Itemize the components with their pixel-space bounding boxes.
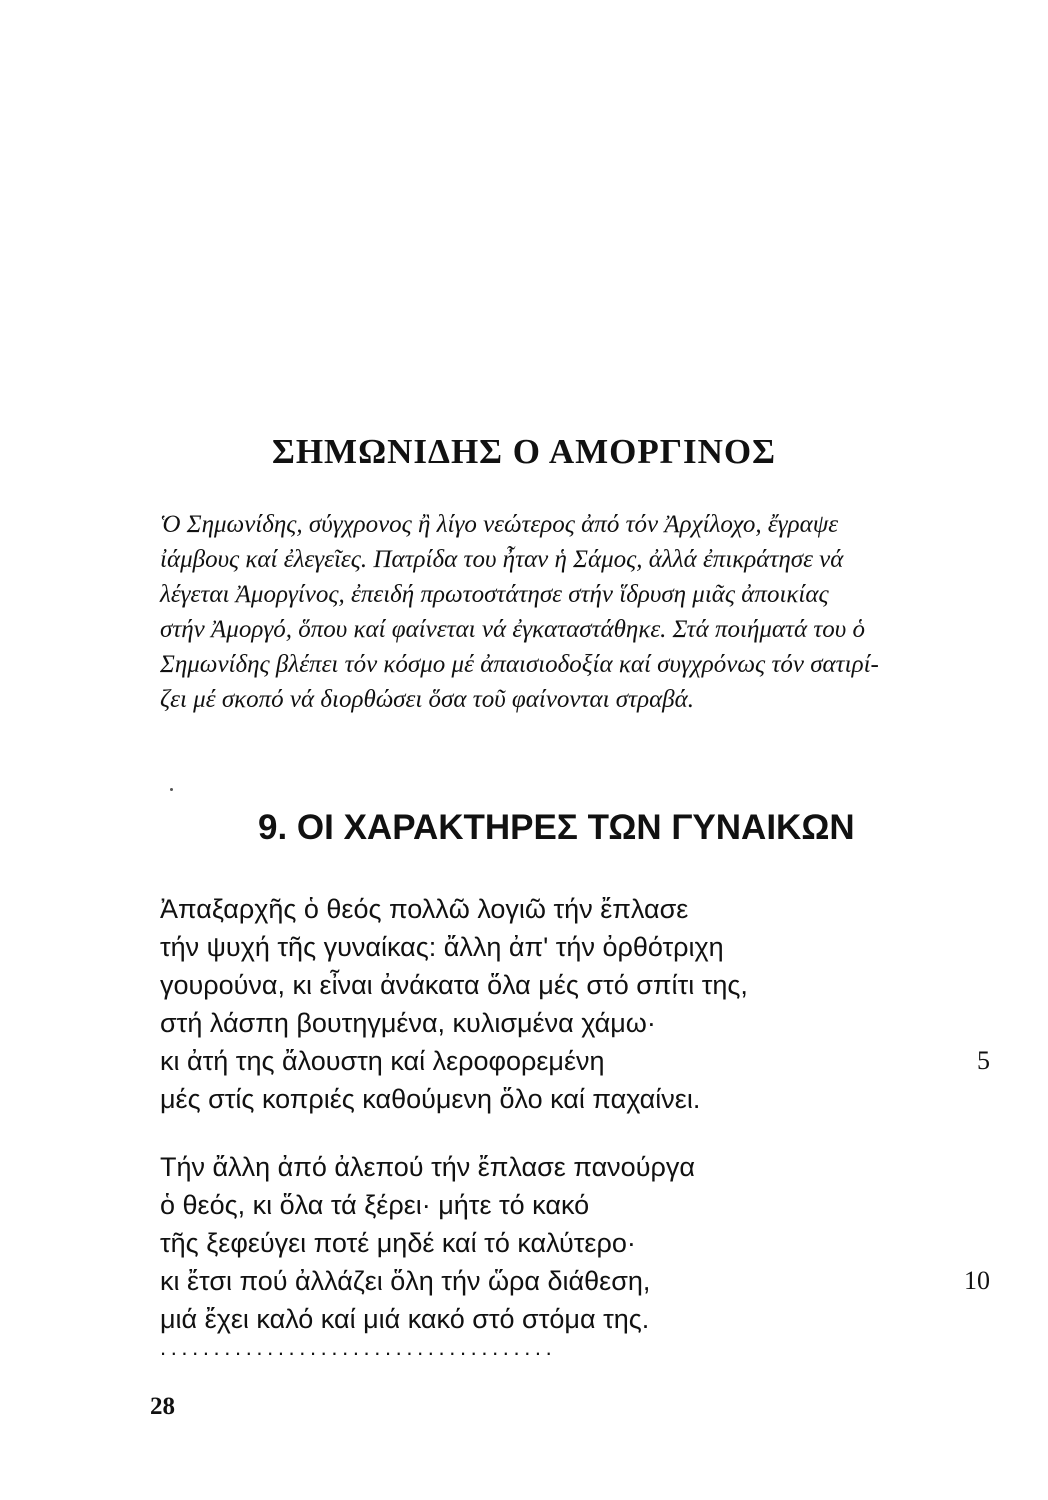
verse-line [160, 928, 990, 966]
intro-line: λέγεται Ἀμοργίνος, ἐπειδή πρωτοστάτησε στήν ἵδρυση μιᾶς ἀποικίας [160, 581, 829, 608]
verse-text: μές στίς κοπριές καθούμενη ὅλο καί παχαίνει. [160, 1084, 701, 1114]
verse-line [160, 1004, 990, 1042]
verse-text: στή λάσπη βουτηγμένα, κυλισμένα χάμω· [160, 1008, 656, 1038]
verse-text: γουρούνα, κι εἶναι ἀνάκατα ὅλα μές στό σπίτι της, [160, 970, 748, 1000]
verse-line [160, 1148, 990, 1186]
verse-line [160, 890, 990, 928]
verse-text: Τήν ἄλλη ἀπό ἀλεπού τήν ἔπλασε πανούργα [160, 1152, 695, 1182]
verse-line [160, 1080, 990, 1118]
intro-line: ζει μέ σκοπό νά διορθώσει ὅσα τοῦ φαίνονται στραβά. [160, 686, 695, 713]
poem-stanza-1 [160, 890, 990, 1118]
verse-line [160, 1042, 990, 1080]
verse-text: κι ἔτσι πού ἀλλάζει ὅλη τήν ὥρα διάθεση, [160, 1266, 651, 1296]
verse-line [160, 1224, 990, 1262]
print-speck [170, 788, 173, 791]
verse-text: κι ἀτή της ἄλουστη καί λεροφορεμένη [160, 1046, 605, 1076]
verse-line [160, 966, 990, 1004]
verse-line [160, 1262, 990, 1300]
author-heading: ΣΗΜΩΝΙΔΗΣ Ο ΑΜΟΡΓΙΝΟΣ [271, 432, 777, 471]
verse-text: τήν ψυχή τῆς γυναίκας: ἄλλη ἀπ' τήν ὀρθότριχη [160, 932, 724, 962]
poem-title: 9. ΟΙ ΧΑΡΑΚΤΗΡΕΣ ΤΩΝ ΓΥΝΑΙΚΩΝ [258, 808, 855, 847]
intro-line: Ὁ Σημωνίδης, σύγχρονος ἢ λίγο νεώτερος ἀπό τόν Ἀρχίλοχο, ἔγραψε [160, 511, 839, 538]
intro-paragraph [160, 507, 982, 717]
verse-text: Ἀπαξαρχῆς ὁ θεός πολλῶ λογιῶ τήν ἔπλασε [160, 894, 689, 924]
verse-line [160, 1186, 990, 1224]
intro-line: Σημωνίδης βλέπει τόν κόσμο μέ ἀπαισιοδοξία καί συγχρόνως τόν σατιρί- [160, 651, 879, 678]
intro-line: στήν Ἀμοργό, ὅπου καί φαίνεται νά ἐγκαταστάθηκε. Στά ποιήματά του ὁ [160, 616, 866, 643]
verse-number: 5 [977, 1046, 990, 1075]
page-number: 28 [150, 1393, 175, 1420]
intro-line: ἰάμβους καί ἐλεγεῖες. Πατρίδα του ἦταν ἡ Σάμος, ἀλλά ἐπικράτησε νά [160, 546, 844, 573]
verse-text: ὁ θεός, κι ὅλα τά ξέρει· μήτε τό κακό [160, 1190, 590, 1220]
verse-text: τῆς ξεφεύγει ποτέ μηδέ καί τό καλύτερο· [160, 1228, 636, 1258]
verse-line [160, 1300, 990, 1338]
verse-text: μιά ἔχει καλό καί μιά κακό στό στόμα της. [160, 1304, 650, 1334]
poem-stanza-2 [160, 1148, 990, 1338]
omission-dots: ..................................... [160, 1335, 557, 1360]
verse-number: 10 [964, 1266, 990, 1295]
